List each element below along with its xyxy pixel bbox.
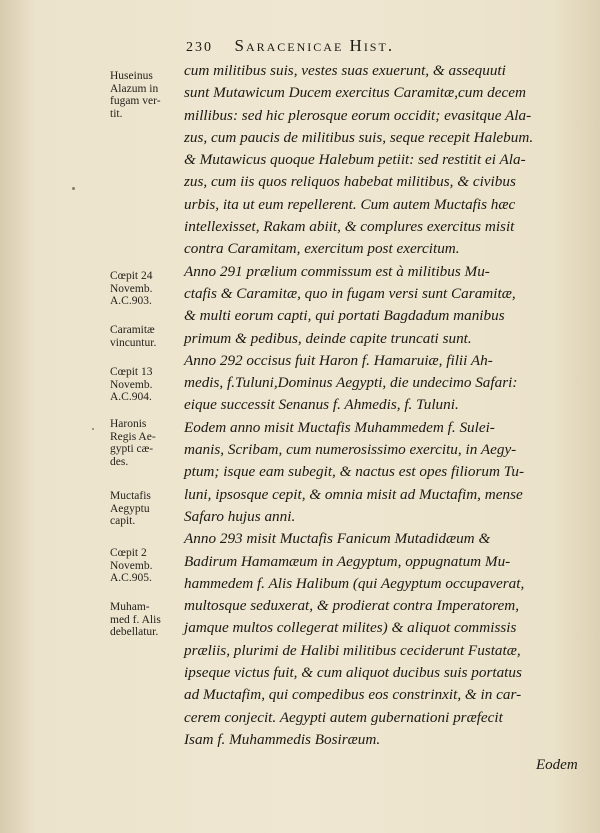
text-line: Eodem anno misit Muctafis Muhammedem f. Sulei-	[184, 418, 495, 436]
text-line: hammedem f. Alis Halibum (qui Aegyptum occupaverat,	[184, 574, 525, 592]
text-line: Anno 291 prælium commissum est à militibus Mu-	[184, 262, 490, 280]
margin-note	[110, 490, 180, 528]
margin-note-line: Aegyptu	[110, 502, 150, 515]
text-line: cum militibus suis, vestes suas exuerunt, & assequuti	[184, 62, 506, 79]
margin-note-line: Cœpit 24	[110, 270, 153, 282]
text-line: contra Caramitam, exercitum post exercitum.	[184, 240, 460, 258]
page-header	[186, 36, 394, 56]
margin-note-line: A.C.904.	[110, 391, 152, 404]
margin-note-line: gypti cæ-	[110, 443, 154, 456]
text-line: præliis, plurimi de Halibi militibus ceciderunt Fustatæ,	[184, 641, 521, 659]
text-line: & Mutawicus quoque Halebum petiit: sed restitit ei Ala-	[184, 151, 526, 169]
margin-note-line: Caramitæ	[110, 324, 155, 336]
margin-note-line: Novemb.	[110, 282, 153, 295]
margin-note-line: Muctafis	[110, 490, 151, 502]
margin-note-line: A.C.905.	[110, 572, 152, 585]
margin-note	[110, 601, 180, 639]
margin-note	[110, 324, 180, 349]
text-line: medis, f.Tuluni,Dominus Aegypti, die undecimo Safari:	[184, 374, 518, 392]
text-line: zus, cum iis quos reliquos habebat militibus, & civibus	[184, 173, 516, 191]
margin-note	[110, 547, 180, 585]
margin-note-line: Muham-	[110, 601, 150, 613]
margin-note-line: Novemb.	[110, 559, 153, 572]
text-line: millibus: sed hic plerosque eorum occidit; evasitque Ala-	[184, 106, 532, 124]
margin-note-line: Huseinus	[110, 70, 153, 82]
margin-note-line: Haronis	[110, 418, 147, 430]
text-line: multosque seduxerat, & prodierat contra Imperatorem,	[184, 597, 520, 615]
text-line: jamque multos collegerat milites) & aliquot commissis	[184, 619, 517, 637]
text-line: Anno 293 misit Muctafis Fanicum Mutadidæum &	[184, 530, 491, 548]
text-line: eique successit Senanus f. Ahmedis, f. Tuluni.	[184, 396, 459, 414]
text-line: cerem conjecit. Aegypti autem gubernationi præfecit	[184, 708, 503, 726]
margin-note-line: debellatur.	[110, 626, 159, 639]
margin-note-line: capit.	[110, 515, 136, 528]
margin-note-line: Cœpit 13	[110, 366, 153, 378]
margin-note-line: Cœpit 2	[110, 547, 147, 559]
text-line: Safaro hujus anni.	[184, 507, 296, 525]
text-line: & multi eorum capti, qui portati Bagdadum manibus	[184, 307, 505, 325]
main-text-block	[184, 60, 584, 751]
text-line: primum & pedibus, deinde capite truncati sunt.	[184, 329, 472, 347]
text-line: ipseque victus fuit, & cum aliquot ducibus suis portatus	[184, 664, 522, 682]
text-line: urbis, ita ut eum repellerent. Cum autem Muctafis hæc	[184, 195, 516, 213]
margin-note	[110, 418, 180, 468]
margin-note-line: Novemb.	[110, 378, 153, 391]
text-line: intellexisset, Rakam abiit, & complures exercitus misit	[184, 218, 515, 236]
margin-note	[110, 366, 180, 404]
text-line: zus, cum paucis de militibus suis, seque recepit Halebum.	[184, 128, 534, 146]
text-line: sunt Mutawicum Ducem exercitus Caramitæ,cum decem	[184, 84, 526, 102]
catchword: Eodem	[536, 757, 578, 773]
paper-speck	[92, 428, 94, 430]
text-line: ptum; isque eam subegit, & nactus est opes filiorum Tu-	[184, 463, 525, 481]
page-number: 230	[186, 40, 213, 55]
margin-note-line: Regis Ae-	[110, 430, 156, 443]
text-line: luni, ipsosque cepit, & omnia misit ad Muctafim, mense	[184, 485, 523, 503]
margin-note-line: des.	[110, 455, 129, 468]
text-line: Badirum Hamamæum in Aegyptum, oppugnatum Mu-	[184, 552, 511, 570]
margin-note-line: vincuntur.	[110, 336, 157, 349]
margin-note-line: med f. Alis	[110, 613, 161, 626]
margin-note-line: Alazum in	[110, 82, 159, 95]
text-line: ad Muctafim, qui compedibus eos constrinxit, & in car-	[184, 686, 522, 704]
text-line: Isam f. Muhammedis Bosiræum.	[184, 730, 381, 748]
text-line: Anno 292 occisus fuit Haron f. Hamaruiæ, filii Ah-	[184, 351, 493, 369]
text-line: ctafis & Caramitæ, quo in fugam versi sunt Caramitæ,	[184, 284, 516, 302]
text-line: manis, Scribam, cum numerosissimo exercitu, in Aegy-	[184, 441, 517, 459]
margin-note-line: tit.	[110, 107, 123, 120]
paper-speck	[72, 187, 75, 190]
margin-note-line: fugam ver-	[110, 95, 161, 108]
margin-note-line: A.C.903.	[110, 295, 152, 308]
running-title: Saracenicae Hist.	[234, 36, 395, 55]
margin-note	[110, 270, 180, 308]
margin-note	[110, 70, 180, 120]
